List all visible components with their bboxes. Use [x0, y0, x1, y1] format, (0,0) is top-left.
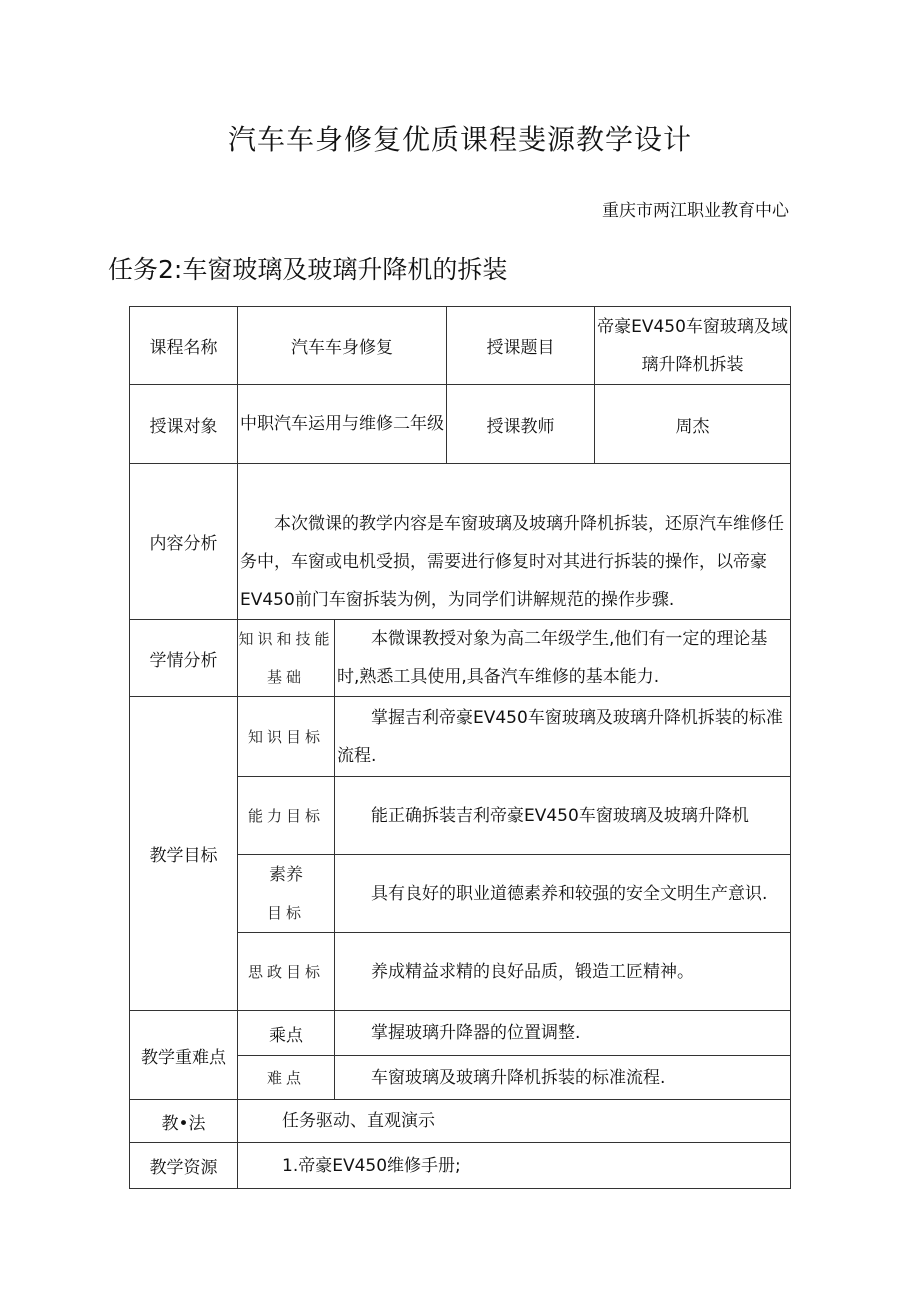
table-row	[130, 464, 791, 620]
goal-text: 具有良好的职业道德素养和较强的安全文明生产意识.	[335, 855, 791, 933]
audience-value: 中职汽车运用与维修二年级	[238, 385, 447, 464]
goal-sub-label: 思政目标	[238, 933, 335, 1011]
table-row	[130, 1100, 791, 1143]
goal-text: 掌握吉利帝豪EV450车窗玻璃及玻璃升降机拆装的标准流程.	[335, 697, 791, 777]
content-analysis-label: 内容分析	[130, 464, 238, 620]
table-row	[130, 307, 791, 385]
lesson-plan-table	[129, 306, 791, 1189]
resource-text: 1.帝豪EV450维修手册;	[238, 1143, 791, 1189]
course-name-value: 汽车车身修复	[238, 307, 447, 385]
learning-analysis-text: 本微课教授对象为高二年级学生,他们有一定的理论基时,熟悉工具使用,具备汽车维修的基本能力.	[335, 620, 791, 697]
table-row	[130, 620, 791, 697]
goal-text: 养成精益求精的良好品质，锻造工匠精神。	[335, 933, 791, 1011]
method-label: 教•法	[130, 1100, 238, 1143]
course-name-label: 课程名称	[130, 307, 238, 385]
teacher-label: 授课教师	[447, 385, 595, 464]
key-point-sub-label: 乘点	[238, 1011, 335, 1056]
key-point-text: 掌握玻璃升降器的位置调整.	[335, 1011, 791, 1056]
goal-sub-label	[238, 855, 335, 933]
goal-sub-label-bottom: 目标	[266, 903, 305, 922]
learning-sub-label: 知识和技能基础	[238, 620, 335, 697]
table-row	[130, 697, 791, 777]
key-difficult-label: 教学重难点	[130, 1011, 238, 1100]
teaching-goals-label: 教学目标	[130, 697, 238, 1011]
difficult-point-sub-label: 难点	[238, 1056, 335, 1100]
audience-label: 授课对象	[130, 385, 238, 464]
document-title: 汽车车身修复优质课程斐源教学设计	[227, 123, 692, 156]
resource-label: 教学资源	[130, 1143, 238, 1189]
goal-text: 能正确拆装吉利帝豪EV450车窗玻璃及坡璃升降机	[335, 777, 791, 855]
content-analysis-text: 本次微课的教学内容是车窗玻璃及坡璃升降机拆装，还原汽车维修任务中，车窗或电机受损，需要进行修复时对其进行拆装的操作，以帝豪EV450前门车窗拆装为例，为同学们讲解规范的操作步骤.	[238, 464, 791, 620]
method-text: 任务驱动、直观演示	[238, 1100, 791, 1143]
goal-sub-label-top: 素养	[269, 864, 303, 885]
topic-value: 帝豪EV450车窗玻璃及域璃升降机拆装	[595, 307, 791, 385]
table-row	[130, 1143, 791, 1189]
difficult-point-text: 车窗玻璃及玻璃升降机拆装的标准流程.	[335, 1056, 791, 1100]
table-row	[130, 385, 791, 464]
teacher-value: 周杰	[595, 385, 791, 464]
school-name: 重庆市两江职业教育中心	[602, 201, 789, 221]
goal-sub-label: 能力目标	[238, 777, 335, 855]
learning-analysis-label: 学情分析	[130, 620, 238, 697]
table-row	[130, 1011, 791, 1056]
goal-sub-label: 知识目标	[238, 697, 335, 777]
topic-label: 授课题目	[447, 307, 595, 385]
task-heading: 任务2:车窗玻璃及玻璃升降机的拆装	[108, 255, 508, 284]
